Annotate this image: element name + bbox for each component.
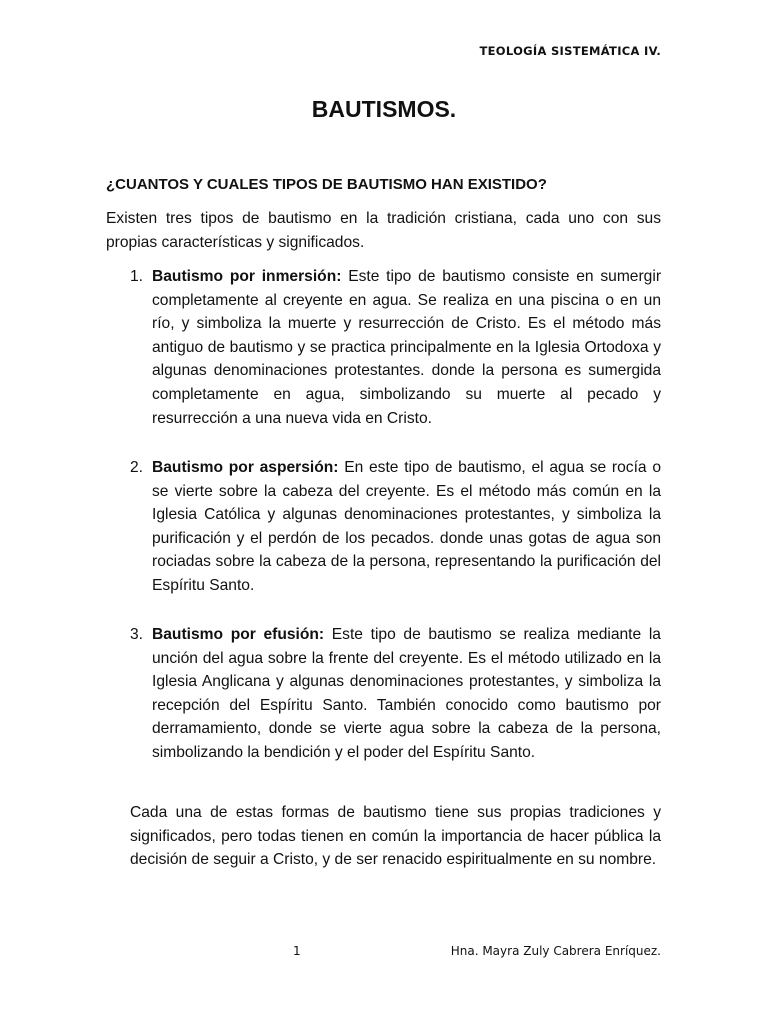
footer-author: Hna. Mayra Zuly Cabrera Enríquez.: [450, 944, 661, 958]
list-item-body: [152, 265, 661, 430]
list-item-term: Bautismo por aspersión:: [152, 459, 339, 476]
list-item-number: 3.: [130, 626, 144, 643]
list-item: [130, 456, 661, 598]
document-title: BAUTISMOS.: [311, 96, 457, 122]
list-item: [130, 623, 661, 765]
page-number: 1: [293, 944, 301, 958]
list-item-body: [152, 456, 661, 598]
list-item-term: Bautismo por inmersión:: [152, 268, 342, 285]
list-item-text: Este tipo de bautismo se realiza mediante la unción del agua sobre la frente del creyente. Es el método utilizado en la Iglesia Anglicana y algunas denominaciones protestantes, y simboliza la recepción del Espíritu Santo. También conocido como bautismo por derramamiento, donde se vierte agua sobre la cabeza de la persona, simbolizando la bendición y el poder del Espíritu Santo.: [152, 626, 661, 761]
closing-paragraph: Cada una de estas formas de bautismo tiene sus propias tradiciones y significados, pero todas tienen en común la importancia de hacer pública la decisión de seguir a Cristo, y de ser renacido espiritualmente en su nombre.: [130, 804, 661, 869]
list-item-number: 2.: [130, 459, 144, 476]
list-item-text: Este tipo de bautismo consiste en sumergir completamente al creyente en agua. Se realiza en una piscina o en un río, y simboliza la muerte y resurrección de Cristo. Es el método más antiguo de bautismo y se practica principalmente en la Iglesia Ortodoxa y algunas denominaciones protestantes. donde la persona es sumergida completamente en agua, simbolizando su muerte al pecado y resurrección a una nueva vida en Cristo.: [152, 268, 662, 427]
list-item-term: Bautismo por efusión:: [152, 626, 325, 643]
running-header-title: TEOLOGÍA SISTEMÁTICA IV.: [479, 44, 661, 58]
intro-paragraph: Existen tres tipos de bautismo en la tradición cristiana, cada uno con sus propias características y significados.: [106, 210, 661, 251]
section-question-heading: ¿CUANTOS Y CUALES TIPOS DE BAUTISMO HAN EXISTIDO?: [106, 176, 547, 193]
list-item: [130, 265, 661, 430]
list-item-number: 1.: [130, 268, 144, 285]
list-item-body: [152, 623, 661, 765]
list-item-text: En este tipo de bautismo, el agua se rocía o se vierte sobre la cabeza del creyente. Es el método más común en la Iglesia Católica y algunas denominaciones protestantes, y simboliza la purificación y el perdón de los pecados. donde unas gotas de agua son rociadas sobre la cabeza de la persona, representando la purificación del Espíritu Santo.: [152, 459, 661, 594]
